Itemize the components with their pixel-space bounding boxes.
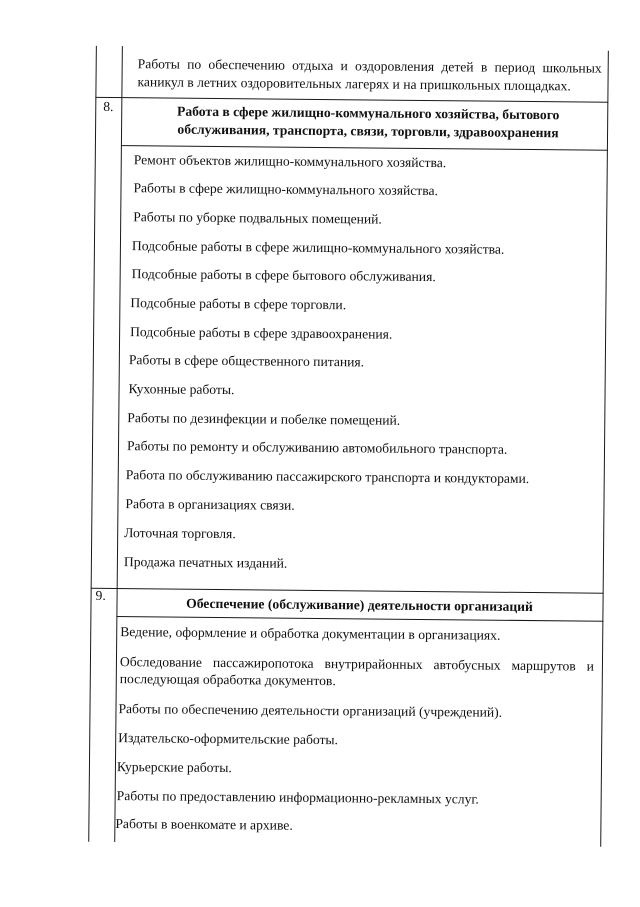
top-row-line2: каникул в летних оздоровительных лагерях и на пришкольных площадках. <box>137 74 571 94</box>
section8-item: Работа в организациях связи. <box>125 496 295 513</box>
section8-item: Ремонт объектов жилищно-коммунального хозяйства. <box>133 152 447 171</box>
section9-item: Работы в военкомате и архиве. <box>115 816 293 833</box>
section9-item: последующая обработка документов. <box>119 671 336 689</box>
section8-heading-divider <box>121 145 608 151</box>
section8-item: Работа по обслуживанию пассажирского транспорта и кондукторами. <box>125 467 530 487</box>
section9-number: 9. <box>95 587 106 603</box>
section8-item: Работы в сфере общественного питания. <box>128 352 365 370</box>
top-row-line1: Работы по обеспечению отдыха и оздоровления детей в период школьных <box>137 56 602 76</box>
section8-heading-line1: Работа в сфере жилищно-коммунального хозяйства, бытового <box>177 103 560 123</box>
section8-item: Работы по уборке подвальных помещений. <box>133 209 382 227</box>
section8-item: Работы в сфере жилищно-коммунального хозяйства. <box>133 180 439 199</box>
section9-item: Работы по предоставлению информационно-рекламных услуг. <box>116 788 479 807</box>
section8-item: Лоточная торговля. <box>124 525 236 542</box>
table-left-border <box>88 46 97 842</box>
section8-item: Работы по ремонту и обслуживанию автомобильного транспорта. <box>126 438 508 457</box>
section8-item: Продажа печатных изданий. <box>123 554 288 571</box>
section9-item: Ведение, оформление и обработка документации в организациях. <box>120 624 501 643</box>
section8-item: Подсобные работы в сфере торговли. <box>130 295 347 313</box>
section8-item: Подсобные работы в сфере здравоохранения. <box>130 324 393 342</box>
table-column-divider <box>114 46 123 842</box>
section8-heading-line2: обслуживания, транспорта, связи, торговли, здравоохранения <box>177 121 559 141</box>
section9-heading: Обеспечение (обслуживание) деятельности организаций <box>186 595 533 615</box>
section8-number: 8. <box>103 98 114 115</box>
section8-item: Работы по дезинфекции и побелке помещений. <box>127 410 401 428</box>
row-divider <box>91 588 604 594</box>
section8-item: Кухонные работы. <box>128 381 235 398</box>
section9-item: Издательско-оформительские работы. <box>118 730 339 748</box>
table-right-border <box>600 51 609 847</box>
section9-item: Курьерские работы. <box>116 759 232 776</box>
section9-item: Обследование пассажиропотока внутрирайонных автобусных маршрутов и <box>119 654 595 674</box>
section8-item: Подсобные работы в сфере бытового обслуживания. <box>131 266 436 285</box>
section9-heading-divider <box>116 616 603 622</box>
section8-item: Подсобные работы в сфере жилищно-коммунального хозяйства. <box>131 238 505 257</box>
section9-item: Работы по обеспечению деятельности организаций (учреждений). <box>118 701 503 720</box>
